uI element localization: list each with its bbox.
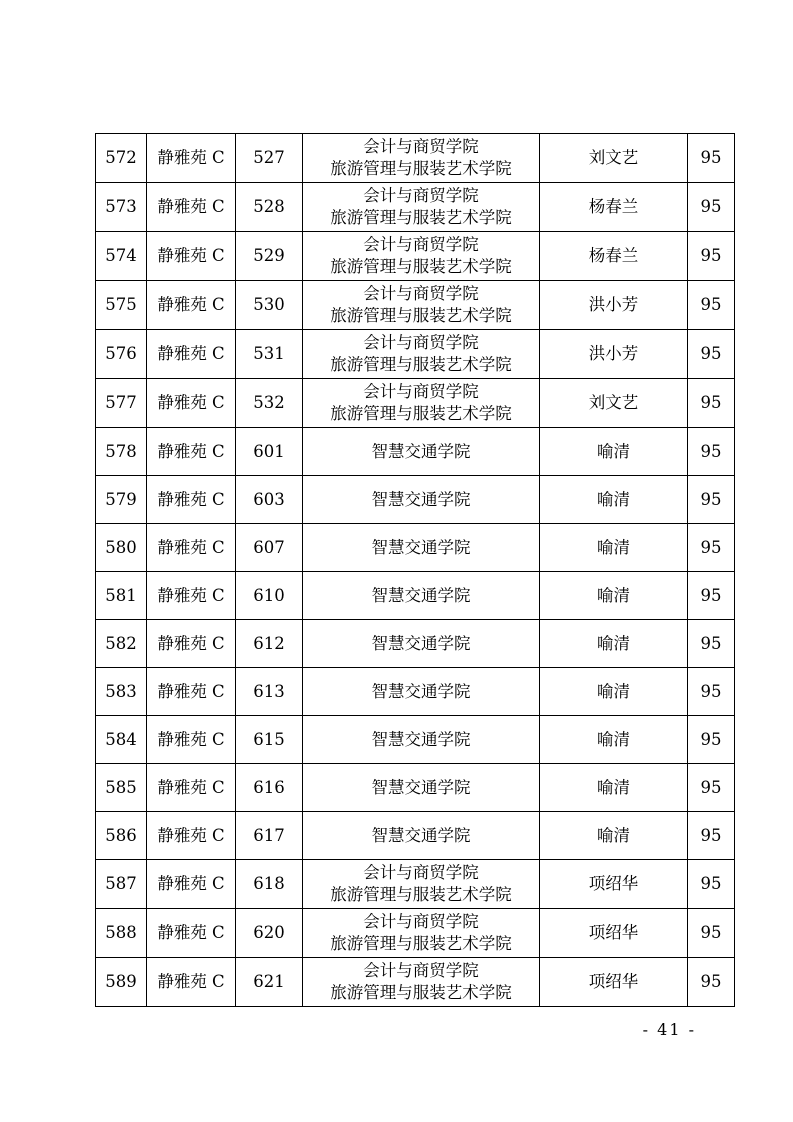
college-name: 会计与商贸学院 — [363, 382, 479, 401]
room-number-cell: 613 — [236, 668, 303, 716]
room-number-cell: 610 — [236, 572, 303, 620]
serial-number-cell: 579 — [96, 476, 147, 524]
room-number-cell: 621 — [236, 958, 303, 1007]
college-cell — [303, 330, 540, 379]
college-cell — [303, 958, 540, 1007]
responsible-person-cell: 杨春兰 — [540, 232, 688, 281]
room-number-cell: 601 — [236, 428, 303, 476]
table-row — [96, 183, 735, 232]
college-cell — [303, 428, 540, 476]
score-cell: 95 — [688, 183, 735, 232]
table-row — [96, 909, 735, 958]
room-number-cell: 616 — [236, 764, 303, 812]
responsible-person-cell: 洪小芳 — [540, 281, 688, 330]
responsible-person-cell: 杨春兰 — [540, 183, 688, 232]
building-cell: 静雅苑 C — [147, 232, 236, 281]
table-row — [96, 860, 735, 909]
serial-number-cell: 585 — [96, 764, 147, 812]
serial-number-cell: 582 — [96, 620, 147, 668]
college-cell — [303, 524, 540, 572]
table-body — [96, 134, 735, 1007]
building-cell: 静雅苑 C — [147, 330, 236, 379]
building-cell: 静雅苑 C — [147, 134, 236, 183]
table-row — [96, 428, 735, 476]
responsible-person-cell: 喻清 — [540, 716, 688, 764]
building-cell: 静雅苑 C — [147, 668, 236, 716]
college-cell — [303, 134, 540, 183]
college-cell — [303, 379, 540, 428]
college-name: 智慧交通学院 — [371, 777, 471, 797]
table-row — [96, 330, 735, 379]
table-row — [96, 134, 735, 183]
college-name: 旅游管理与服装艺术学院 — [330, 159, 512, 178]
score-cell: 95 — [688, 716, 735, 764]
responsible-person-cell: 喻清 — [540, 620, 688, 668]
building-cell: 静雅苑 C — [147, 716, 236, 764]
table-row — [96, 716, 735, 764]
serial-number-cell: 574 — [96, 232, 147, 281]
score-cell: 95 — [688, 232, 735, 281]
room-number-cell: 615 — [236, 716, 303, 764]
score-cell: 95 — [688, 524, 735, 572]
table-row — [96, 958, 735, 1007]
serial-number-cell: 587 — [96, 860, 147, 909]
responsible-person-cell: 项绍华 — [540, 958, 688, 1007]
college-name: 智慧交通学院 — [371, 825, 471, 845]
responsible-person-cell: 洪小芳 — [540, 330, 688, 379]
building-cell: 静雅苑 C — [147, 860, 236, 909]
table-row — [96, 379, 735, 428]
responsible-person-cell: 喻清 — [540, 524, 688, 572]
score-cell: 95 — [688, 476, 735, 524]
college-name: 旅游管理与服装艺术学院 — [330, 306, 512, 325]
serial-number-cell: 588 — [96, 909, 147, 958]
college-name: 会计与商贸学院 — [363, 186, 479, 205]
college-name: 会计与商贸学院 — [363, 333, 479, 352]
college-name: 智慧交通学院 — [371, 585, 471, 605]
college-name: 会计与商贸学院 — [363, 235, 479, 254]
table-row — [96, 668, 735, 716]
college-name: 旅游管理与服装艺术学院 — [330, 885, 512, 904]
room-number-cell: 528 — [236, 183, 303, 232]
score-cell: 95 — [688, 379, 735, 428]
score-cell: 95 — [688, 909, 735, 958]
college-cell — [303, 620, 540, 668]
building-cell: 静雅苑 C — [147, 428, 236, 476]
college-name: 旅游管理与服装艺术学院 — [330, 355, 512, 374]
table-row — [96, 764, 735, 812]
room-number-cell: 530 — [236, 281, 303, 330]
responsible-person-cell: 喻清 — [540, 428, 688, 476]
college-cell — [303, 183, 540, 232]
serial-number-cell: 586 — [96, 812, 147, 860]
table-row — [96, 620, 735, 668]
room-number-cell: 531 — [236, 330, 303, 379]
page-number: - 41 - — [642, 1020, 696, 1039]
responsible-person-cell: 项绍华 — [540, 909, 688, 958]
room-number-cell: 532 — [236, 379, 303, 428]
building-cell: 静雅苑 C — [147, 958, 236, 1007]
college-name: 旅游管理与服装艺术学院 — [330, 983, 512, 1002]
college-name: 旅游管理与服装艺术学院 — [330, 404, 512, 423]
responsible-person-cell: 喻清 — [540, 668, 688, 716]
responsible-person-cell: 刘文艺 — [540, 134, 688, 183]
room-number-cell: 603 — [236, 476, 303, 524]
college-cell — [303, 572, 540, 620]
college-cell — [303, 668, 540, 716]
score-cell: 95 — [688, 134, 735, 183]
college-name: 会计与商贸学院 — [363, 137, 479, 156]
responsible-person-cell: 喻清 — [540, 572, 688, 620]
score-cell: 95 — [688, 860, 735, 909]
room-number-cell: 529 — [236, 232, 303, 281]
serial-number-cell: 573 — [96, 183, 147, 232]
score-cell: 95 — [688, 572, 735, 620]
college-name: 智慧交通学院 — [371, 441, 471, 461]
college-name: 会计与商贸学院 — [363, 961, 479, 980]
college-name: 智慧交通学院 — [371, 729, 471, 749]
table-row — [96, 572, 735, 620]
room-number-cell: 617 — [236, 812, 303, 860]
building-cell: 静雅苑 C — [147, 909, 236, 958]
serial-number-cell: 583 — [96, 668, 147, 716]
building-cell: 静雅苑 C — [147, 281, 236, 330]
score-cell: 95 — [688, 812, 735, 860]
college-name: 会计与商贸学院 — [363, 863, 479, 882]
college-name: 会计与商贸学院 — [363, 912, 479, 931]
serial-number-cell: 589 — [96, 958, 147, 1007]
building-cell: 静雅苑 C — [147, 476, 236, 524]
room-number-cell: 618 — [236, 860, 303, 909]
serial-number-cell: 572 — [96, 134, 147, 183]
serial-number-cell: 581 — [96, 572, 147, 620]
serial-number-cell: 578 — [96, 428, 147, 476]
college-cell — [303, 716, 540, 764]
building-cell: 静雅苑 C — [147, 572, 236, 620]
score-cell: 95 — [688, 620, 735, 668]
serial-number-cell: 580 — [96, 524, 147, 572]
building-cell: 静雅苑 C — [147, 764, 236, 812]
building-cell: 静雅苑 C — [147, 524, 236, 572]
building-cell: 静雅苑 C — [147, 620, 236, 668]
college-name: 智慧交通学院 — [371, 537, 471, 557]
serial-number-cell: 576 — [96, 330, 147, 379]
serial-number-cell: 577 — [96, 379, 147, 428]
responsible-person-cell: 喻清 — [540, 812, 688, 860]
college-cell — [303, 909, 540, 958]
table-row — [96, 476, 735, 524]
serial-number-cell: 575 — [96, 281, 147, 330]
score-cell: 95 — [688, 330, 735, 379]
score-cell: 95 — [688, 668, 735, 716]
college-name: 旅游管理与服装艺术学院 — [330, 208, 512, 227]
college-name: 会计与商贸学院 — [363, 284, 479, 303]
table-row — [96, 812, 735, 860]
room-number-cell: 612 — [236, 620, 303, 668]
responsible-person-cell: 项绍华 — [540, 860, 688, 909]
room-number-cell: 527 — [236, 134, 303, 183]
score-cell: 95 — [688, 764, 735, 812]
serial-number-cell: 584 — [96, 716, 147, 764]
score-cell: 95 — [688, 428, 735, 476]
score-cell: 95 — [688, 281, 735, 330]
room-number-cell: 607 — [236, 524, 303, 572]
table-row — [96, 232, 735, 281]
responsible-person-cell: 喻清 — [540, 476, 688, 524]
college-name: 智慧交通学院 — [371, 633, 471, 653]
college-cell — [303, 281, 540, 330]
college-cell — [303, 812, 540, 860]
college-cell — [303, 232, 540, 281]
college-name: 智慧交通学院 — [371, 489, 471, 509]
table-row — [96, 281, 735, 330]
building-cell: 静雅苑 C — [147, 812, 236, 860]
college-cell — [303, 476, 540, 524]
college-cell — [303, 764, 540, 812]
dormitory-score-table — [95, 133, 735, 1007]
building-cell: 静雅苑 C — [147, 183, 236, 232]
responsible-person-cell: 喻清 — [540, 764, 688, 812]
room-number-cell: 620 — [236, 909, 303, 958]
score-cell: 95 — [688, 958, 735, 1007]
college-name: 智慧交通学院 — [371, 681, 471, 701]
table-row — [96, 524, 735, 572]
college-cell — [303, 860, 540, 909]
responsible-person-cell: 刘文艺 — [540, 379, 688, 428]
college-name: 旅游管理与服装艺术学院 — [330, 934, 512, 953]
building-cell: 静雅苑 C — [147, 379, 236, 428]
college-name: 旅游管理与服装艺术学院 — [330, 257, 512, 276]
